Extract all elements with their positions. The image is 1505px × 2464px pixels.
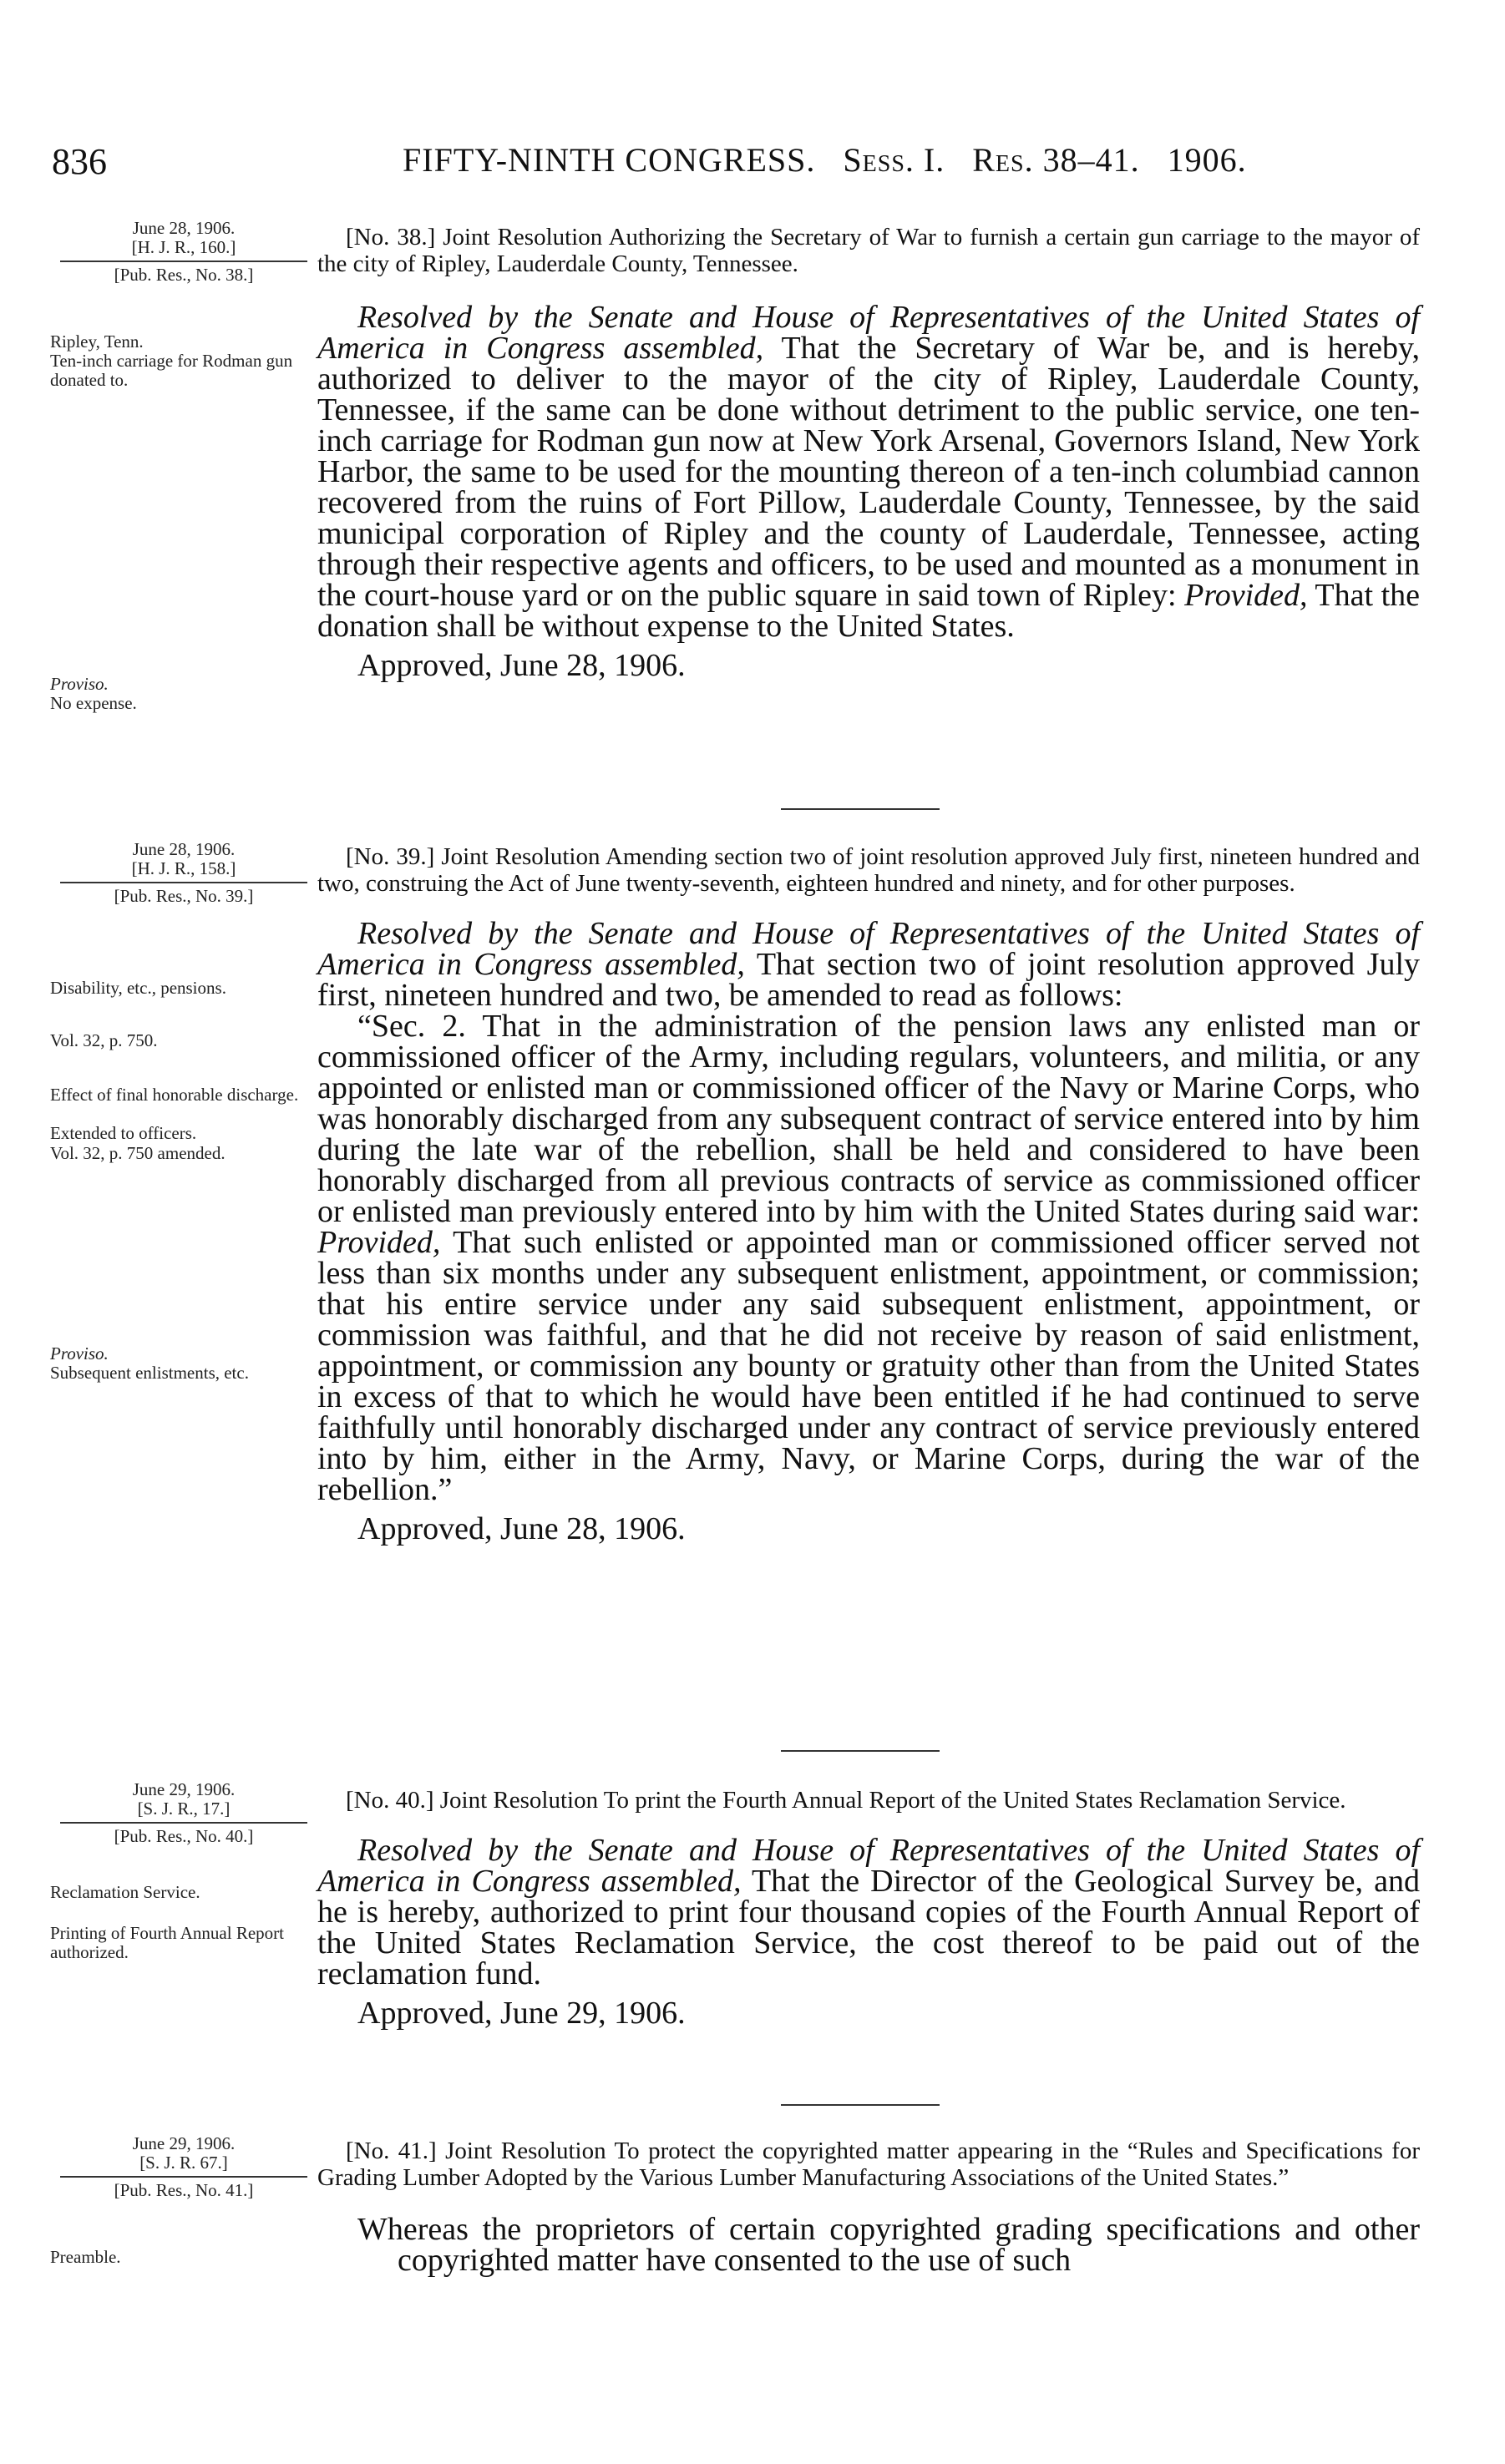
resolution-range: Res. 38–41.	[972, 141, 1140, 179]
res39-proviso-note	[50, 1344, 317, 1383]
res38-bill: [H. J. R., 160.]	[131, 237, 236, 257]
res39-quote-a: “Sec. 2. That in the administration of the pension laws any enlisted man or commissioned officer of the Army, including regulars, volunteers, and militia, or any appointed or enlisted man or commissioned officer of the Navy or Marine Corps, who was honorably discharged from any subsequent contract of service entered into by him during the late war of the rebellion, shall be held and considered to have been honorably discharged from all previous contracts of service as commissioned officer or enlisted man previously entered into by him with the United States during said war:	[317, 1009, 1420, 1229]
res39-note-5: Vol. 32, p. 750 amended.	[50, 1143, 225, 1163]
res39-body	[317, 843, 1420, 1546]
res38-approved: Approved, June 28, 1906.	[357, 648, 686, 683]
res38-margin-notes	[50, 332, 317, 390]
res39-enacting-clause: Resolved by the Senate and House of Representatives of the United States of America in Congress assembled,	[317, 916, 1420, 982]
divider-2	[781, 1750, 940, 1752]
running-head	[403, 140, 1247, 180]
res38-pub: [Pub. Res., No. 38.]	[114, 265, 254, 285]
divider-3	[781, 2104, 940, 2106]
res41-title: [No. 41.] Joint Resolution To protect the copyrighted matter appearing in the “Rules and Specifications for Grading Lumber Adopted by the Various Lumber Manufacturing Associations of the United States.”	[317, 2138, 1420, 2191]
res38-proviso-note	[50, 675, 317, 713]
header-year: 1906.	[1167, 141, 1247, 179]
res38-provided: Provided,	[1184, 578, 1308, 613]
res38-text	[317, 302, 1420, 642]
res38-body	[317, 224, 1420, 682]
res40-title: [No. 40.] Joint Resolution To print the Fourth Annual Report of the United States Reclamation Service.	[346, 1787, 1346, 1814]
res39-provided: Provided,	[317, 1225, 441, 1260]
res39-text	[317, 918, 1420, 1011]
res39-bill: [H. J. R., 158.]	[131, 858, 236, 878]
res38-enacting-clause: Resolved by the Senate and House of Representatives of the United States of America in Congress assembled,	[317, 300, 1420, 366]
res40-approved: Approved, June 29, 1906.	[357, 1996, 686, 2031]
res41-date: June 29, 1906.	[132, 2133, 236, 2153]
res40-note-2: Printing of Fourth Annual Report authorized.	[50, 1923, 284, 1962]
congress-title: FIFTY-NINTH CONGRESS.	[403, 141, 816, 179]
res38-margin-citation	[50, 219, 317, 285]
res38-title: [No. 38.] Joint Resolution Authorizing the Secretary of War to furnish a certain gun carriage to the mayor of the city of Ripley, Lauderdale County, Tennessee.	[317, 224, 1420, 277]
res38-text-a: That the Secretary of War be, and is hereby, authorized to deliver to the mayor of the city of Ripley, Lauderdale County, Tennessee, if the same can be done without detriment to the public service, one ten-inch carriage for Rodman gun now at New York Arsenal, Governors Island, New York Harbor, the same to be used for the mounting thereon of a ten-inch columbiad cannon recovered from the ruins of Fort Pillow, Lauderdale County, Tennessee, by the said municipal corporation of Ripley and the county of Lauderdale, Tennessee, acting through their respective agents and officers, to be used and mounted as a monument in the court-house yard or on the public square in said town of Ripley:	[317, 331, 1420, 613]
res40-enacting-clause: Resolved by the Senate and House of Representatives of the United States of America in Congress assembled,	[317, 1833, 1420, 1899]
res40-body	[317, 1787, 1420, 2030]
res39-proviso-label: Proviso.	[50, 1343, 109, 1364]
res39-section	[317, 1011, 1420, 1505]
res40-pub: [Pub. Res., No. 40.]	[114, 1826, 254, 1846]
res39-margin-citation	[50, 840, 317, 906]
res38-text-b: That the donation shall be without expense to the United States.	[317, 578, 1421, 644]
page-number: 836	[52, 141, 107, 182]
res41-preamble: Whereas the proprietors of certain copyrighted grading specifications and other copyrighted matter have consented to the use of such	[357, 2212, 1420, 2278]
res39-text-a: That section two of joint resolution approved July first, nineteen hundred and two, be amended to read as follows:	[317, 947, 1421, 1013]
res39-note-1: Disability, etc., pensions.	[50, 978, 226, 998]
res39-title: [No. 39.] Joint Resolution Amending section two of joint resolution approved July first, nineteen hundred and two, construing the Act of June twenty-seventh, eighteen hundred and ninety, and for other purposes.	[317, 843, 1420, 897]
res41-margin-citation	[50, 2134, 317, 2200]
res40-date: June 29, 1906.	[132, 1779, 236, 1799]
running-header	[52, 140, 1438, 182]
res38-date: June 28, 1906.	[132, 218, 236, 238]
res40-margin-citation	[50, 1780, 317, 1846]
res40-text	[317, 1835, 1420, 1990]
res40-text-a: That the Director of the Geological Survey be, and he is hereby, authorized to print four thousand copies of the Fourth Annual Report of the United States Reclamation Service, the cost thereof to be paid out of the reclamation fund.	[317, 1864, 1420, 1991]
session-label: Sess. I.	[843, 141, 945, 179]
res38-proviso-text: No expense.	[50, 693, 137, 713]
res41-body	[317, 2138, 1420, 2276]
res41-note-1: Preamble.	[50, 2247, 121, 2267]
res39-note-4: Extended to officers.	[50, 1123, 197, 1143]
res41-bill: [S. J. R. 67.]	[139, 2153, 228, 2173]
res39-proviso-text: Subsequent enlistments, etc.	[50, 1363, 249, 1383]
res39-approved: Approved, June 28, 1906.	[357, 1511, 686, 1546]
res38-proviso-label: Proviso.	[50, 674, 109, 694]
res39-note-2: Vol. 32, p. 750.	[50, 1030, 158, 1050]
res38-note-2: Ten-inch carriage for Rodman gun donated to.	[50, 351, 293, 390]
res39-date: June 28, 1906.	[132, 839, 236, 859]
res39-quote-b: That such enlisted or appointed man or commissioned officer served not less than six months under any subsequent enlistment, appointment, or commission; that his entire service under any said subsequent enlistment, appointment, or commission was faithful, and that he did not receive by reason of said enlistment, appointment, or commission any bounty or gratuity other than from the United States in excess of that to which he would have been entitled if he had continued to serve faithfully until honorably discharged under any contract of service previously entered into by him, either in the Army, Navy, or Marine Corps, during the war of the rebellion.”	[317, 1225, 1420, 1507]
res41-pub: [Pub. Res., No. 41.]	[114, 2180, 254, 2200]
res39-pub: [Pub. Res., No. 39.]	[114, 886, 254, 906]
res39-note-3: Effect of final honorable discharge.	[50, 1085, 299, 1105]
res40-note-1: Reclamation Service.	[50, 1882, 200, 1902]
res38-note-1: Ripley, Tenn.	[50, 331, 144, 352]
divider-1	[781, 808, 940, 810]
res40-bill: [S. J. R., 17.]	[137, 1799, 231, 1819]
